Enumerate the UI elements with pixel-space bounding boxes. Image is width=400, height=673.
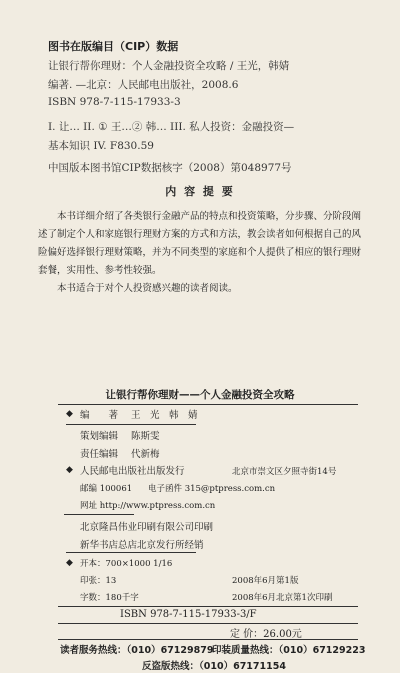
- sheets: 印张：13: [80, 576, 117, 586]
- summary-title: 内 容 提 要: [165, 185, 235, 198]
- divider-hotline: [58, 639, 358, 640]
- planning-editor-label: 策划编辑: [80, 431, 119, 442]
- cip-line-2: 编著. —北京：人民邮电出版社，2008.6: [48, 79, 239, 91]
- diamond-bullet: ◆: [66, 409, 73, 419]
- reader-service-hotline: 读者服务热线：（010）67129879: [60, 645, 214, 656]
- cip-line-6: 中国版本图书馆CIP数据核字（2008）第048977号: [48, 162, 292, 174]
- divider-top: [58, 404, 358, 405]
- website: 网址 http://www.ptpress.com.cn: [80, 501, 216, 511]
- summary-paragraph-1: 本书详细介绍了各类银行金融产品的特点和投资策略，分步骤、分阶段阐述了制定个人和家庭银行理财方案的方式和方法，教会读者如何根据自己的风险偏好选择银行理财策略，并为不同类型的家庭和个人提供了相应的银行理财套餐，实用性、参考性较强。: [38, 211, 362, 276]
- postcode: 邮编 100061: [80, 484, 133, 494]
- cip-title: 图书在版编目（CIP）数据: [48, 40, 179, 53]
- cip-line-1: 让银行帮你理财：个人金融投资全攻略 / 王光，韩婧: [48, 60, 290, 72]
- words: 字数：180千字: [80, 593, 139, 603]
- authors: 王 光 韩 婧: [131, 410, 198, 421]
- cip-line-5: 基本知识 IV. F830.59: [48, 140, 154, 152]
- divider-authors: [66, 424, 196, 425]
- divider-isbn: [58, 606, 358, 607]
- responsible-editor: 代新梅: [131, 449, 160, 460]
- book-title: 让银行帮你理财——个人金融投资全攻略: [105, 389, 295, 401]
- summary-paragraph-2: 本书适合于对个人投资感兴趣的读者阅读。: [57, 283, 238, 294]
- email: 电子函件 315@ptpress.com.cn: [148, 484, 276, 494]
- format: 开本：700×1000 1/16: [80, 559, 173, 569]
- edition: 2008年6月第1版: [232, 576, 299, 586]
- publisher-address: 北京市崇文区夕照寺街14号: [232, 467, 337, 477]
- distributor: 新华书店总店北京发行所经销: [80, 540, 204, 551]
- cip-line-4: I. 让… II. ① 王…② 韩… III. 私人投资：金融投资—: [48, 121, 295, 133]
- printing: 2008年6月北京第1次印刷: [232, 593, 333, 603]
- publisher: 人民邮电出版社出版发行: [80, 466, 185, 477]
- diamond-bullet: ◆: [66, 558, 73, 568]
- book-isbn: ISBN 978-7-115-17933-3/F: [120, 609, 257, 620]
- diamond-bullet: ◆: [66, 465, 73, 475]
- authors-label: 编 著: [80, 410, 119, 421]
- price: 定 价：26.00元: [230, 629, 302, 640]
- responsible-editor-label: 责任编辑: [80, 449, 119, 460]
- print-quality-hotline: 印装质量热线：（010）67129223: [212, 645, 366, 656]
- divider-price: [58, 623, 358, 624]
- divider-website: [64, 514, 134, 515]
- anti-piracy-hotline: 反盗版热线：（010）67171154: [142, 661, 286, 672]
- divider-distributor: [66, 552, 196, 553]
- cip-isbn: ISBN 978-7-115-17933-3: [48, 96, 181, 108]
- planning-editor: 陈斯雯: [131, 431, 160, 442]
- summary-body: [38, 208, 370, 298]
- printer: 北京隆昌伟业印刷有限公司印刷: [80, 522, 214, 533]
